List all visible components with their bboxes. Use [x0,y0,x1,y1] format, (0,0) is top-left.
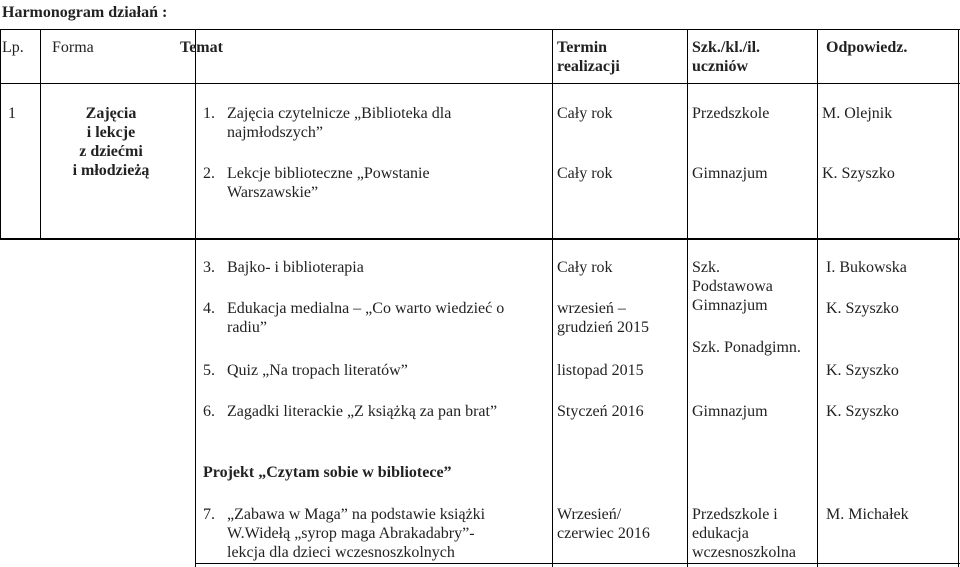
row-number-2: 2. [203,165,215,182]
forma-line-3: z dziećmi [79,143,143,160]
header-termin-line2: realizacji [557,58,620,75]
temat-1-line-1: Zajęcia czytelnicze „Biblioteka dla [227,105,452,122]
odp-6: K. Szyszko [826,403,899,420]
column-border-lp [40,29,41,239]
temat-5: Quiz „Na tropach literatów” [227,362,408,379]
header-odpowiedz: Odpowiedz. [826,39,908,56]
column-border-left [0,29,1,239]
termin-3: Cały rok [557,259,613,276]
szk-block2-line-2: Podstawowa [692,278,773,295]
termin-5: listopad 2015 [557,362,644,379]
column-border-szk [817,29,818,567]
szk-7-line-2: edukacja [692,525,749,542]
column-border-right [958,29,959,567]
row-number-4: 4. [203,300,215,317]
header-bottom-border [0,83,960,84]
row-lp-1: 1 [8,105,16,122]
temat-6: Zagadki literackie „Z książką za pan brat” [227,403,498,420]
odp-5: K. Szyszko [826,362,899,379]
odp-3: I. Bukowska [826,259,907,276]
temat-2-line-1: Lekcje biblioteczne „Powstanie [227,165,430,182]
temat-2-line-2: Warszawskie” [227,184,319,201]
szk-block2-line-1: Szk. [692,259,720,276]
temat-1-line-2: najmłodszych” [227,124,323,141]
odp-4: K. Szyszko [826,300,899,317]
header-szk-line2: uczniów [692,58,748,75]
row-number-3: 3. [203,259,215,276]
temat-7-line-3: lekcja dla dzieci wczesnoszkolnych [227,544,455,561]
temat-7-line-1: „Zabawa w Maga” na podstawie książki [227,506,486,523]
row-number-1: 1. [203,105,215,122]
odp-7: M. Michałek [826,506,909,523]
table-top-border [0,29,960,30]
row-number-7: 7. [203,506,215,523]
header-termin-line1: Termin [557,39,608,56]
column-border-temat [552,29,553,567]
forma-line-2: i lekcje [86,124,136,141]
column-border-termin [687,29,688,567]
szk-1: Przedszkole [692,105,770,122]
projekt-heading: Projekt „Czytam sobie w bibliotece” [203,464,452,481]
forma-line-1: Zajęcia [85,105,137,122]
termin-2: Cały rok [557,165,613,182]
odp-1: M. Olejnik [822,105,893,122]
temat-4-line-1: Edukacja medialna – „Co warto wiedzieć o [227,300,505,317]
forma-line-4: i młodzieżą [72,162,150,179]
column-border-forma [195,29,196,567]
szk-2: Gimnazjum [692,165,768,182]
szk-6: Gimnazjum [692,403,768,420]
row-number-5: 5. [203,362,215,379]
termin-7-line-2: czerwiec 2016 [557,525,650,542]
odp-2: K. Szyszko [822,165,895,182]
header-forma: Forma [52,39,94,56]
termin-4-line-2: grudzień 2015 [557,319,649,336]
section-divider [0,238,960,240]
temat-4-line-2: radiu” [227,319,267,336]
termin-1: Cały rok [557,105,613,122]
row-number-6: 6. [203,403,215,420]
szk-block2-line-3: Gimnazjum [692,297,768,314]
page-title: Harmonogram działań : [2,4,168,21]
termin-7-line-1: Wrzesień/ [557,506,622,523]
header-szk-line1: Szk./kl./il. [692,39,761,56]
header-temat: Temat [180,39,223,56]
header-lp: Lp. [2,39,24,56]
termin-6: Styczeń 2016 [557,403,644,420]
table-bottom-border [195,563,960,564]
szk-7-line-3: wczesnoszkolna [692,544,796,561]
temat-7-line-2: W.Widełą „syrop maga Abrakadabry”- [227,525,475,542]
temat-3: Bajko- i biblioterapia [227,259,364,276]
termin-4-line-1: wrzesień – [557,300,626,317]
szk-block2-line-5: Szk. Ponadgimn. [692,339,801,356]
szk-7-line-1: Przedszkole i [692,506,778,523]
